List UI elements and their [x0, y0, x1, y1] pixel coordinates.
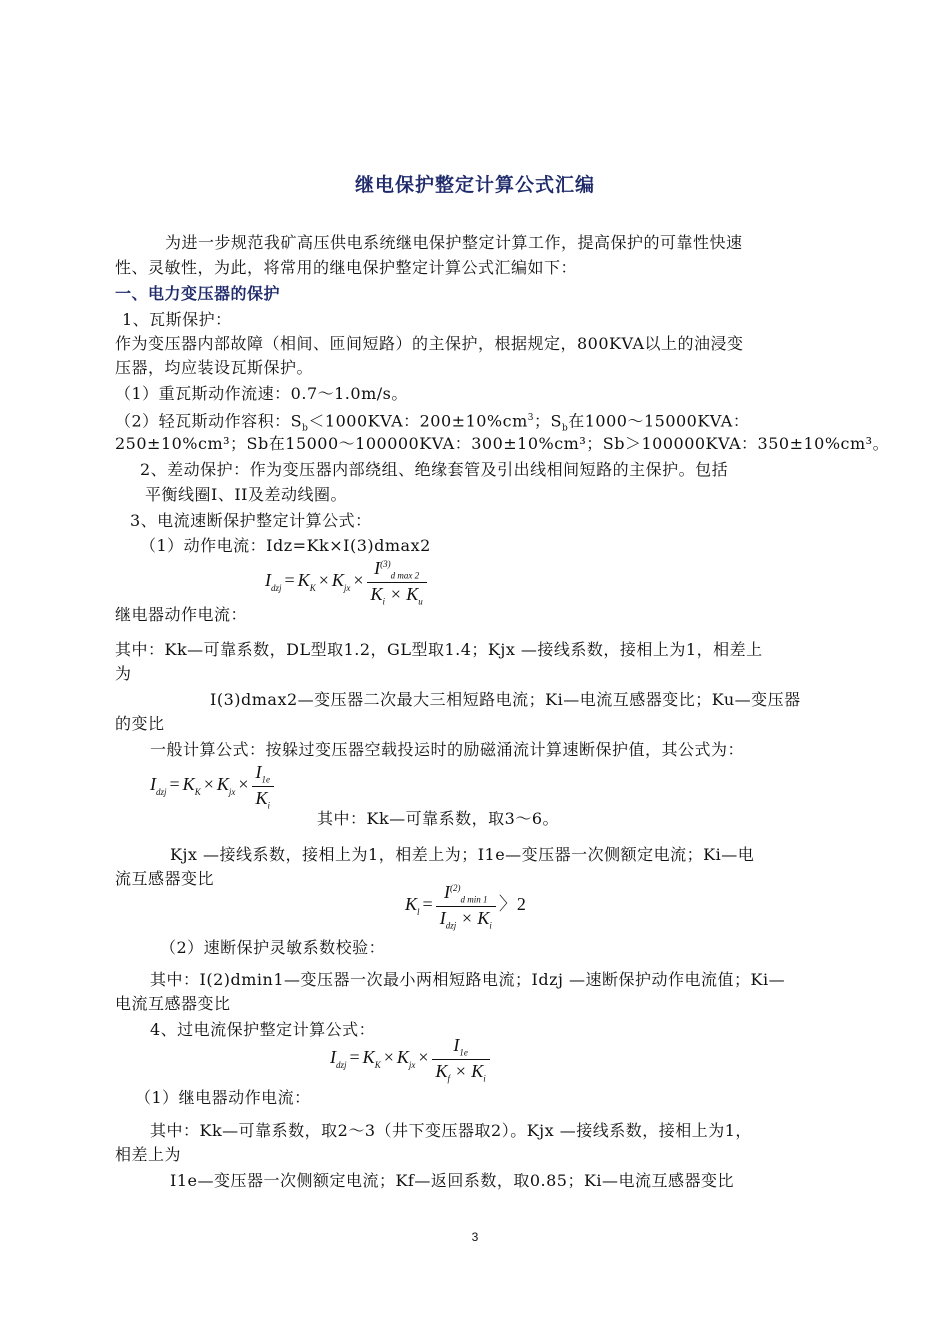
action-current: （1）动作电流：Idz=Kk×I(3)dmax2 [140, 536, 431, 555]
where-3b: 电流互感器变比 [115, 994, 231, 1013]
page-title: 继电保护整定计算公式汇编 [354, 174, 595, 196]
where-4a: 其中：Kk—可靠系数，取2～3（井下变压器取2）。Kjx —接线系数，接相上为1， [150, 1121, 752, 1140]
relay-action-current: （1）继电器动作电流： [135, 1088, 311, 1107]
instant-trip-heading: 3、电流速断保护整定计算公式： [130, 511, 372, 530]
sensitivity-heading: （2）速断保护灵敏系数校验： [160, 938, 386, 957]
differential-protection-2: 平衡线圈I、II及差动线圈。 [145, 485, 347, 504]
where-4c: I1e—变压器一次侧额定电流；Kf—返回系数，取0.85；Ki—电流互感器变比 [170, 1171, 735, 1190]
where-1b: 为 [115, 664, 132, 683]
where-3a: 其中：I(2)dmin1—变压器一次最小两相短路电流；Idzj —速断保护动作电流值；Ki— [150, 970, 786, 989]
intro-line-2: 性、灵敏性，为此，将常用的继电保护整定计算公式汇编如下： [115, 258, 578, 277]
formula-overcurrent: $I_{dzj} = K_K \times K_{jx}$ × $\frac{I_{1e}}{K_f \times K_i}$ [330, 1035, 490, 1083]
where-1d: 的变比 [115, 714, 165, 733]
gas-protection-text-2: 压器，均应装设瓦斯保护。 [115, 358, 314, 377]
heavy-gas-speed: （1）重瓦斯动作流速：0.7～1.0m/s。 [115, 384, 408, 403]
where-1c: I(3)dmax2—变压器二次最大三相短路电流；Ki—电流互感器变比；Ku—变压器 [210, 690, 801, 709]
where-2b: Kjx —接线系数，接相上为1，相差上为；I1e—变压器一次侧额定电流；Ki—电 [170, 845, 755, 864]
formula-general: $I_{dzj} = K_K \times K_{jx}$ × $\frac{I_{1e}}{K_i}$ [150, 762, 274, 810]
where-1a: 其中：Kk—可靠系数，DL型取1.2，GL型取1.4；Kjx —接线系数，接相上为1，相差上 [115, 640, 763, 659]
relay-current-label: 继电器动作电流： [115, 605, 248, 624]
gas-protection-heading: 1、瓦斯保护： [122, 310, 232, 329]
section-heading-1: 一、电力变压器的保护 [115, 284, 281, 303]
where-4b: 相差上为 [115, 1145, 182, 1164]
light-gas-volume-2: 250±10%cm³；Sb在15000～100000KVA：300±10%cm³；Sb＞100000KVA：350±10%cm³。 [115, 434, 890, 453]
formula-instant-relay: $I_{dzj} = K_K \times K_{jx}$ × $\frac{I^{(3)}_{d max 2}}{K_i \times K_u}$ [265, 558, 427, 606]
differential-protection-1: 2、差动保护：作为变压器内部绕组、绝缘套管及引出线相间短路的主保护。包括 [140, 460, 729, 479]
overcurrent-heading: 4、过电流保护整定计算公式： [150, 1020, 376, 1039]
gas-protection-text-1: 作为变压器内部故障（相间、匝间短路）的主保护，根据规定，800KVA以上的油浸变 [115, 334, 744, 353]
general-formula-text: 一般计算公式：按躲过变压器空载投运时的励磁涌流计算速断保护值，其公式为： [150, 740, 745, 759]
light-gas-volume-1: （2）轻瓦斯动作容积：$S_b<1000KVA$：$200\pm 10\%cm^3$；$S_b$在1000～15000KVA： [115, 411, 750, 434]
where-2: 其中：Kk—可靠系数，取3～6。 [317, 809, 560, 828]
where-2c: 流互感器变比 [115, 869, 215, 888]
page-number: 3 [471, 1230, 479, 1244]
formula-sensitivity: $K_l$ = $\frac{I^{(2)}_{d min 1}}{I_{dzj} \times K_i}$ 〉2 [405, 882, 526, 931]
intro-line-1: 为进一步规范我矿高压供电系统继电保护整定计算工作，提高保护的可靠性快速 [165, 233, 743, 252]
